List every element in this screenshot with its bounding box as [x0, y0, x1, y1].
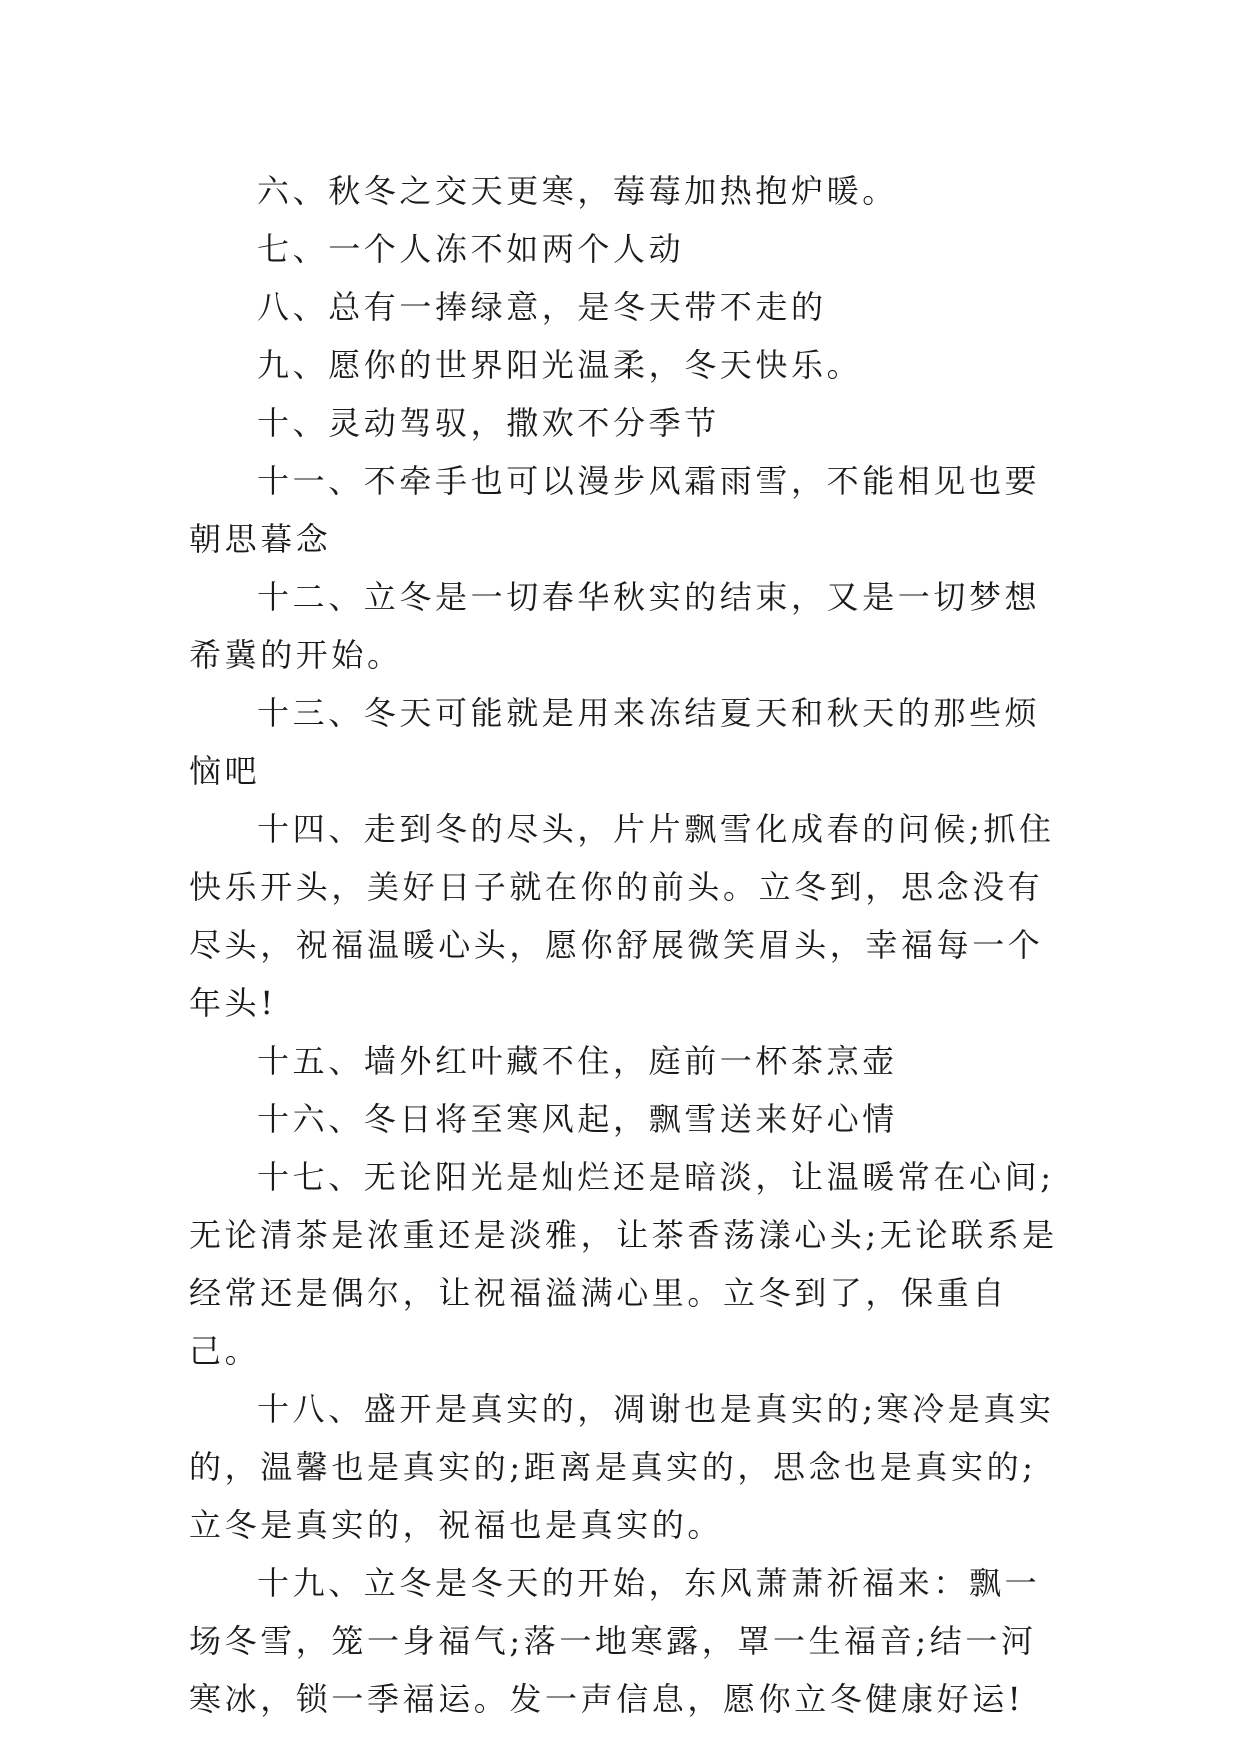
paragraph-18: 十八、盛开是真实的，凋谢也是真实的;寒冷是真实的，温馨也是真实的;距离是真实的，思念也是真实的;立冬是真实的，祝福也是真实的。	[189, 1390, 1055, 1544]
paragraph-13: 十三、冬天可能就是用来冻结夏天和秋天的那些烦恼吧	[189, 694, 1041, 790]
paragraph-6: 六、秋冬之交天更寒，莓莓加热抱炉暖。	[257, 172, 898, 210]
document-body	[189, 162, 1059, 1728]
paragraph-14: 十四、走到冬的尽头，片片飘雪化成春的问候;抓住快乐开头，美好日子就在你的前头。立冬到，思念没有尽头，祝福温暖心头，愿你舒展微笑眉头，幸福每一个年头!	[189, 810, 1055, 1022]
paragraph-10: 十、灵动驾驭，撒欢不分季节	[257, 404, 720, 442]
paragraph-12: 十二、立冬是一切春华秋实的结束，又是一切梦想希冀的开始。	[189, 578, 1041, 674]
paragraph-17: 十七、无论阳光是灿烂还是暗淡，让温暖常在心间;无论清茶是浓重还是淡雅，让茶香荡漾心头;无论联系是经常还是偶尔，让祝福溢满心里。立冬到了，保重自己。	[189, 1158, 1058, 1370]
paragraph-9: 九、愿你的世界阳光温柔，冬天快乐。	[257, 346, 863, 384]
paragraph-15: 十五、墙外红叶藏不住，庭前一杯茶烹壶	[257, 1042, 898, 1080]
paragraph-19: 十九、立冬是冬天的开始，东风萧萧祈福来：飘一场冬雪，笼一身福气;落一地寒露，罩一生福音;结一河寒冰，锁一季福运。发一声信息，愿你立冬健康好运!	[189, 1564, 1041, 1718]
paragraph-8: 八、总有一捧绿意，是冬天带不走的	[257, 288, 827, 326]
paragraph-11: 十一、不牵手也可以漫步风霜雨雪，不能相见也要朝思暮念	[189, 462, 1041, 558]
paragraph-7: 七、一个人冻不如两个人动	[257, 230, 685, 268]
paragraph-16: 十六、冬日将至寒风起，飘雪送来好心情	[257, 1100, 898, 1138]
